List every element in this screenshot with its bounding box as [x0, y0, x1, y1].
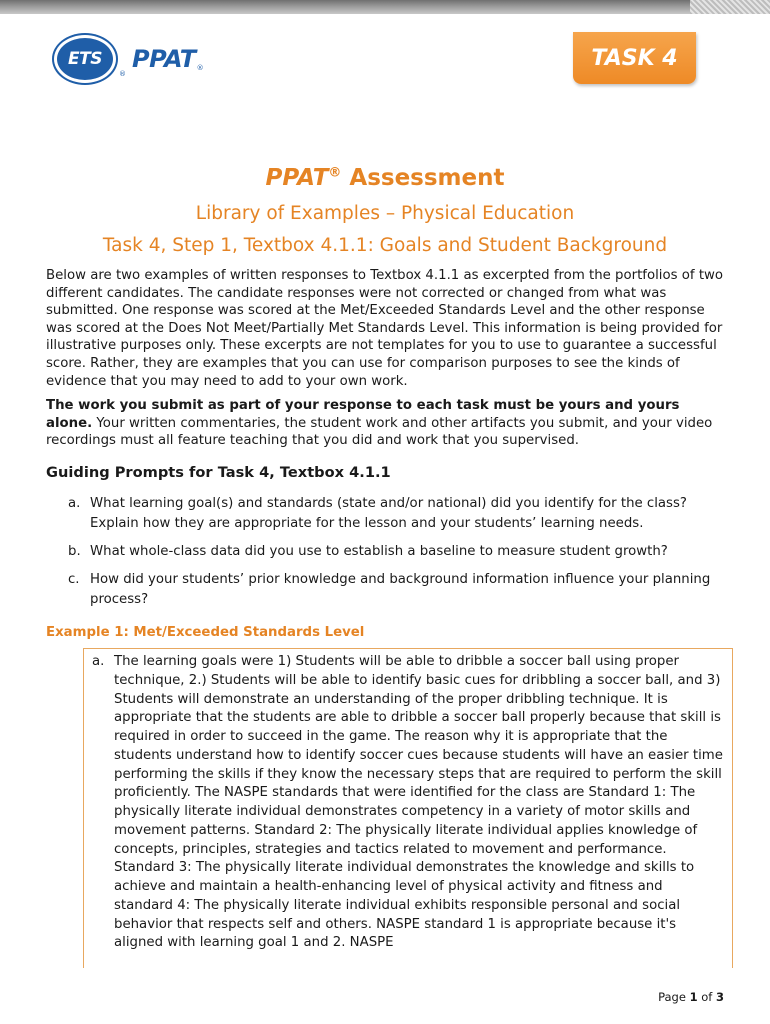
- page-footer: [658, 990, 724, 1004]
- prompt-item: [68, 570, 728, 610]
- ownership-rest: Your written commentaries, the student work and other artifacts you submit, and your video recordings must all feature teaching that you did and work that you supervised.: [46, 415, 713, 449]
- prompt-text: How did your students’ prior knowledge and background information influence your planning process?: [90, 572, 711, 607]
- prompt-letter: c.: [68, 572, 80, 587]
- example1-response-box: [83, 648, 733, 968]
- title-assessment: Assessment: [341, 165, 505, 191]
- ets-logo-badge: [54, 35, 116, 83]
- title-block: [0, 165, 770, 257]
- task-tab-label: TASK 4: [591, 45, 678, 71]
- prompt-item: [68, 542, 728, 562]
- title-ppat: PPAT: [265, 165, 329, 191]
- prompt-text: What learning goal(s) and standards (state and/or national) did you identify for the class? Explain how they are appropriate for the lesson and your students’ learning needs.: [90, 496, 687, 531]
- task-tab: [573, 32, 696, 84]
- ownership-bold: The work you submit as part of your response to each task must be yours and yours alone.: [46, 398, 680, 431]
- prompt-item: [68, 494, 728, 534]
- prompt-letter: a.: [68, 496, 81, 511]
- example1-heading: Example 1: Met/Exceeded Standards Level: [46, 625, 365, 640]
- footer-page-word: Page: [658, 990, 690, 1004]
- guiding-prompts-list: [68, 494, 728, 618]
- footer-of-word: of: [697, 990, 716, 1004]
- ets-registered-mark: ®: [119, 70, 126, 78]
- ppat-registered-mark: ®: [196, 64, 204, 72]
- ownership-paragraph: [46, 397, 726, 450]
- footer-page-total: 3: [715, 990, 724, 1004]
- page-title: [0, 165, 770, 191]
- step-subtitle: Task 4, Step 1, Textbox 4.1.1: Goals and Student Background: [102, 235, 668, 256]
- ppat-logo-text: PPAT: [132, 45, 196, 73]
- example1-response: [92, 653, 724, 953]
- title-reg: ®: [328, 165, 342, 181]
- intro-paragraph: Below are two examples of written responses to Textbox 4.1.1 as excerpted from the portfolios of two different candidates. The candidate responses were not corrected or changed from what was submitted. One response was scored at the Met/Exceeded Standards Level and the other response was scored at the Does Not Meet/Partially Met Standards Level. This information is being provided for illustrative purposes only. These excerpts are not templates for you to use to guarantee a successful score. Rather, they are examples that you can use for comparison purposes to see the kinds of evidence that you may need to add to your own work.: [46, 268, 724, 389]
- ets-ppat-logo: [54, 36, 204, 82]
- ets-logo-text: ETS: [68, 49, 102, 69]
- prompt-text: What whole-class data did you use to establish a baseline to measure student growth?: [90, 544, 668, 559]
- library-subtitle: Library of Examples – Physical Education: [195, 203, 575, 224]
- top-decorative-band: [0, 0, 770, 14]
- prompt-letter: b.: [68, 544, 81, 559]
- response-letter: a.: [92, 654, 105, 669]
- footer-page-number: 1: [689, 990, 698, 1004]
- top-decorative-pattern: [690, 0, 770, 14]
- response-text: The learning goals were 1) Students will be able to dribble a soccer ball using proper technique, 2.) Students will be able to identify basic cues for dribbling a soccer ball, and 3) Students will demonstrate an understanding of the proper dribbling technique. It is appropriate that the students are able to dribble a soccer ball properly because that skill is required in order to succeed in the game. The reason why it is appropriate that the students understand how to identify soccer cues because students will have an easier time performing the skills if they know the necessary steps that are required to perform the skill proficiently. The NASPE standards that were identified for the class are Standard 1: The physically literate individual demonstrates competency in a variety of motor skills and movement patterns. Standard 2: The physically literate individual applies knowledge of concepts, principles, strategies and tactics related to movement and performance. Standard 3: The physically literate individual demonstrates the knowledge and skills to achieve and maintain a health-enhancing level of physical activity and fitness and standard 4: The physically literate individual exhibits responsible personal and social behavior that respects self and others. NASPE standard 1 is appropriate because it's aligned with learning goal 1 and 2. NASPE: [114, 654, 723, 951]
- guiding-prompts-heading: Guiding Prompts for Task 4, Textbox 4.1.1: [46, 464, 391, 481]
